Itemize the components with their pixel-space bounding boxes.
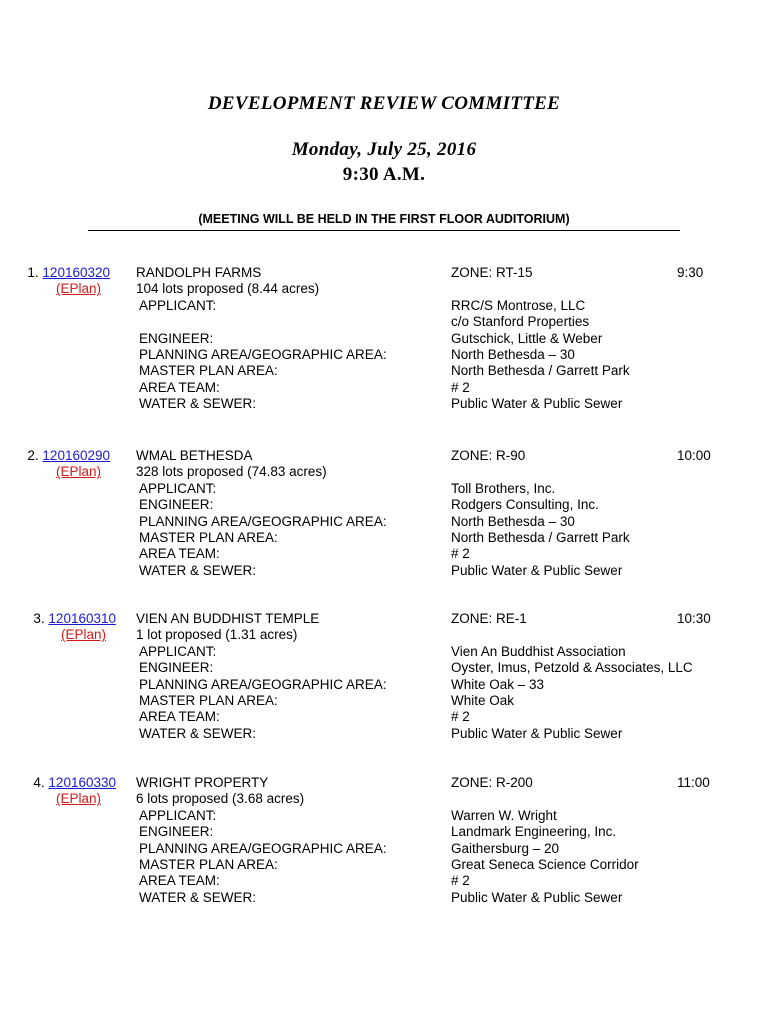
engineer-label: ENGINEER: [139,497,214,513]
plan-number-link[interactable]: 120160290 [42,448,110,463]
engineer-label: ENGINEER: [139,824,214,840]
item-values [451,448,630,579]
plan-number-link[interactable]: 120160330 [48,775,116,790]
planning-area-label: PLANNING AREA/GEOGRAPHIC AREA: [139,347,387,363]
item-values [451,775,639,906]
eplan-link[interactable]: (EPlan) [55,464,101,480]
project-name: WMAL BETHESDA [136,448,253,463]
applicant-label: APPLICANT: [139,807,217,823]
document-title: DEVELOPMENT REVIEW COMMITTEE [207,93,561,114]
item-values [451,265,630,413]
eplan-link[interactable]: (EPlan) [60,627,106,643]
plan-number-link[interactable]: 120160310 [48,611,116,626]
master-plan-label: MASTER PLAN AREA: [139,530,278,546]
scheduled-time: 10:00 [677,448,711,463]
eplan-link[interactable]: (EPlan) [55,791,101,807]
water-sewer-label: WATER & SEWER: [139,889,257,905]
meeting-location-note: (MEETING WILL BE HELD IN THE FIRST FLOOR AUDITORIUM) [198,212,570,226]
project-name: VIEN AN BUDDHIST TEMPLE [136,611,320,626]
zone: ZONE: R-90 [451,448,526,463]
applicant-value: Warren W. Wright [451,807,557,823]
master-plan-label: MASTER PLAN AREA: [139,857,278,873]
plan-number-link[interactable]: 120160320 [42,265,110,280]
meeting-date: Monday, July 25, 2016 [291,139,477,160]
project-name: WRIGHT PROPERTY [136,775,269,790]
engineer-label: ENGINEER: [139,660,214,676]
item-details [136,448,387,579]
water-sewer-value: Public Water & Public Sewer [451,725,623,741]
item-number [0,611,116,627]
engineer-label: ENGINEER: [139,330,214,346]
master-plan-value: Great Seneca Science Corridor [451,857,639,873]
engineer-value: Landmark Engineering, Inc. [451,824,617,840]
water-sewer-value: Public Water & Public Sewer [451,396,623,412]
water-sewer-label: WATER & SEWER: [139,725,257,741]
applicant-value-line2: c/o Stanford Properties [451,314,590,330]
item-number [0,775,116,791]
applicant-label: APPLICANT: [139,297,217,313]
item-index: 4. [33,775,45,790]
zone: ZONE: RT-15 [451,265,533,280]
zone: ZONE: RE-1 [451,611,527,626]
applicant-value: Vien An Buddhist Association [451,643,626,659]
master-plan-value: North Bethesda / Garrett Park [451,363,630,379]
area-team-value: # 2 [451,709,470,725]
scheduled-time: 9:30 [677,265,704,280]
water-sewer-label: WATER & SEWER: [139,562,257,578]
item-details [136,265,387,413]
meeting-time: 9:30 A.M. [342,164,426,185]
header-divider [88,230,680,231]
applicant-label: APPLICANT: [139,480,217,496]
item-index: 3. [33,611,45,626]
scheduled-time: 10:30 [677,611,711,626]
master-plan-label: MASTER PLAN AREA: [139,693,278,709]
lots-proposed: 1 lot proposed (1.31 acres) [136,627,298,643]
area-team-label: AREA TEAM: [139,546,220,562]
applicant-value: Toll Brothers, Inc. [451,480,556,496]
area-team-value: # 2 [451,546,470,562]
area-team-label: AREA TEAM: [139,709,220,725]
water-sewer-value: Public Water & Public Sewer [451,562,623,578]
master-plan-label: MASTER PLAN AREA: [139,363,278,379]
item-values [451,611,693,742]
zone: ZONE: R-200 [451,775,533,790]
planning-area-value: North Bethesda – 30 [451,513,575,529]
area-team-label: AREA TEAM: [139,873,220,889]
master-plan-value: White Oak [451,693,515,709]
water-sewer-label: WATER & SEWER: [139,396,257,412]
scheduled-time: 11:00 [677,775,710,790]
item-index: 1. [27,265,39,280]
applicant-value: RRC/S Montrose, LLC [451,297,586,313]
planning-area-value: Gaithersburg – 20 [451,840,560,856]
lots-proposed: 104 lots proposed (8.44 acres) [136,281,320,297]
planning-area-label: PLANNING AREA/GEOGRAPHIC AREA: [139,840,387,856]
area-team-value: # 2 [451,379,470,395]
water-sewer-value: Public Water & Public Sewer [451,889,623,905]
eplan-link[interactable]: (EPlan) [55,281,101,297]
item-number [0,265,110,281]
item-index: 2. [27,448,39,463]
item-details [136,611,387,742]
engineer-value: Rodgers Consulting, Inc. [451,497,599,513]
lots-proposed: 6 lots proposed (3.68 acres) [136,791,305,807]
planning-area-label: PLANNING AREA/GEOGRAPHIC AREA: [139,676,387,692]
engineer-value: Gutschick, Little & Weber [451,330,603,346]
planning-area-value: White Oak – 33 [451,676,545,692]
project-name: RANDOLPH FARMS [136,265,262,280]
planning-area-value: North Bethesda – 30 [451,347,575,363]
planning-area-label: PLANNING AREA/GEOGRAPHIC AREA: [139,513,387,529]
applicant-label: APPLICANT: [139,643,217,659]
area-team-label: AREA TEAM: [139,379,220,395]
item-details [136,775,387,906]
engineer-value: Oyster, Imus, Petzold & Associates, LLC [451,660,693,676]
area-team-value: # 2 [451,873,470,889]
item-number [0,448,110,464]
lots-proposed: 328 lots proposed (74.83 acres) [136,464,327,480]
master-plan-value: North Bethesda / Garrett Park [451,530,630,546]
